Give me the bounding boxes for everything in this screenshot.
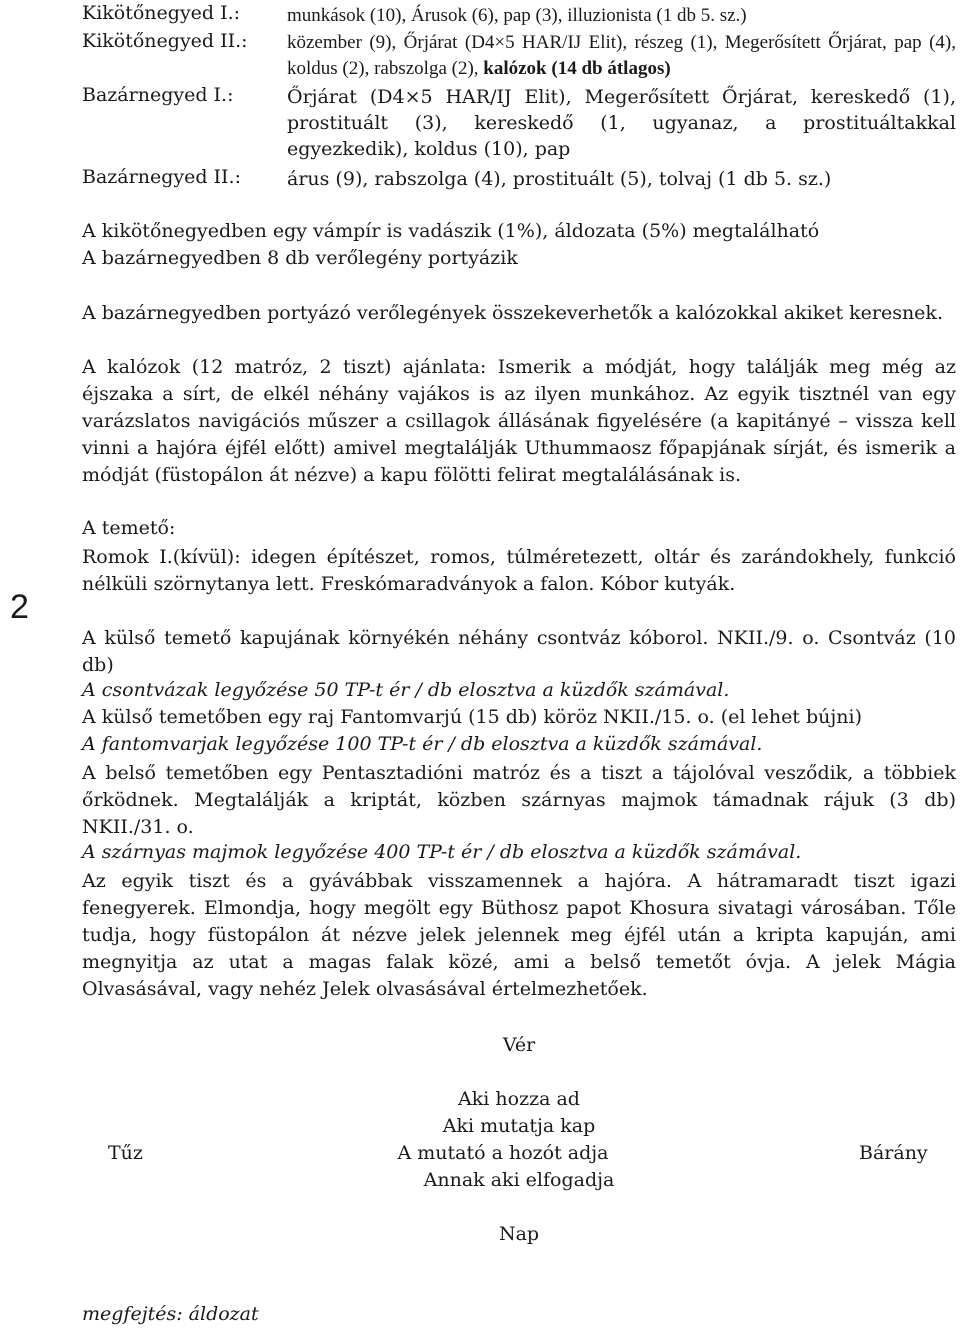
note-line: A kikötőnegyedben egy vámpír is vadászik (1%), áldozata (5%) megtalálható — [82, 220, 820, 242]
district-description — [287, 2, 956, 29]
encounter-xp: A szárnyas majmok legyőzése 400 TP-t ér / db elosztva a küzdők számával. — [82, 841, 802, 863]
district-label: Bazárnegyed II.: — [82, 166, 241, 188]
district-label: Kikötőnegyed II.: — [82, 30, 248, 52]
paragraph: Az egyik tiszt és a gyávábbak visszamennek a hajóra. A hátramaradt tiszt igazi fenegyerek. Elmondja, hogy megölt egy Büthosz papot Khosura sivatagi városában. Tőle tudja, hogy füstopálon át nézve jelek jelennek meg éjfél után a kripta kapuján, ami megnyitja az utat a magas falak közé, ami a belső temetőt óvja. A jelek Mágia Olvasásával, vagy nehéz Jelek olvasásával értelmezhetőek. — [82, 870, 956, 1000]
district-text: Őrjárat (D4×5 HAR/IJ Elit), Megerősített Őrjárat, kereskedő (1), prostituált (3), kereskedő (1, ugyanaz, a prostituáltakkal egyezkedik), koldus (10), pap — [287, 86, 956, 160]
riddle-bottom: Nap — [498, 1223, 540, 1245]
encounter-xp: A csontvázak legyőzése 50 TP-t ér / db elosztva a küzdők számával. — [82, 679, 730, 701]
riddle-left: Tűz — [108, 1142, 143, 1164]
encounter-text: A belső temetőben egy Pentasztadióni matróz és a tiszt a tájolóval vesződik, a többiek őrködnek. Megtalálják a kriptát, közben szárnyas majmok támadnak rájuk (3 db) NKII./31. o. — [82, 762, 956, 838]
riddle-line: Aki mutatja kap — [442, 1115, 596, 1137]
district-text: munkások (10), Árusok (6), pap (3), illuzionista (1 db 5. sz.) — [287, 5, 747, 26]
encounter-xp: A fantomvarjak legyőzése 100 TP-t ér / db elosztva a küzdők számával. — [82, 733, 763, 755]
section-title: A temető: — [82, 517, 176, 539]
paragraph: Romok I.(kívül): idegen építészet, romos, túlméretezett, oltár és zarándokhely, funkció nélküli szörnytanya lett. Freskómaradványok a falon. Kóbor kutyák. — [82, 546, 956, 595]
district-bold-text: kalózok (14 db átlagos) — [483, 58, 671, 79]
paragraph: A kalózok (12 matróz, 2 tiszt) ajánlata: Ismerik a módját, hogy találják meg még az éjszaka a sírt, de elkél néhány vajákos is az ilyen munkához. Az egyik tisztnél van egy varázslatos navigációs műszer a csillagok állásának figyelésére (a kapitányé – vissza kell vinni a hajóra éjfél előtt) amivel megtalálják Uthummaosz főpapjának sírját, és ismerik a módját (füstopálon át nézve) a kapu fölötti felirat megtalálásának is. — [82, 356, 956, 486]
district-text: közember (9), Őrjárat (D4×5 HAR/IJ Elit), részeg (1), Megerősített Őrjárat, pap (4), koldus (2), rabszolga (2), — [287, 32, 956, 79]
riddle-right: Bárány — [859, 1142, 928, 1164]
district-description — [287, 166, 956, 192]
district-description — [287, 84, 956, 162]
riddle-top: Vér — [502, 1034, 536, 1056]
riddle-line: A mutató a hozót adja — [397, 1142, 609, 1164]
paragraph: A bazárnegyedben portyázó verőlegények összekeverhetők a kalózokkal akiket keresnek. — [82, 302, 943, 324]
solution: megfejtés: áldozat — [82, 1303, 259, 1325]
encounter-text: A külső temető kapujának környékén néhány csontváz kóborol. NKII./9. o. Csontváz (10 db) — [82, 627, 956, 676]
note-line: A bazárnegyedben 8 db verőlegény portyázik — [82, 247, 518, 269]
page-number: 2 — [10, 588, 29, 626]
encounter-text: A külső temetőben egy raj Fantomvarjú (15 db) köröz NKII./15. o. (el lehet bújni) — [82, 706, 863, 728]
district-description — [287, 30, 956, 82]
riddle-line: Annak aki elfogadja — [423, 1169, 615, 1191]
district-label: Kikötőnegyed I.: — [82, 2, 241, 24]
district-text: árus (9), rabszolga (4), prostituált (5), tolvaj (1 db 5. sz.) — [287, 168, 832, 190]
district-label: Bazárnegyed I.: — [82, 84, 234, 106]
riddle-line: Aki hozza ad — [458, 1088, 580, 1110]
